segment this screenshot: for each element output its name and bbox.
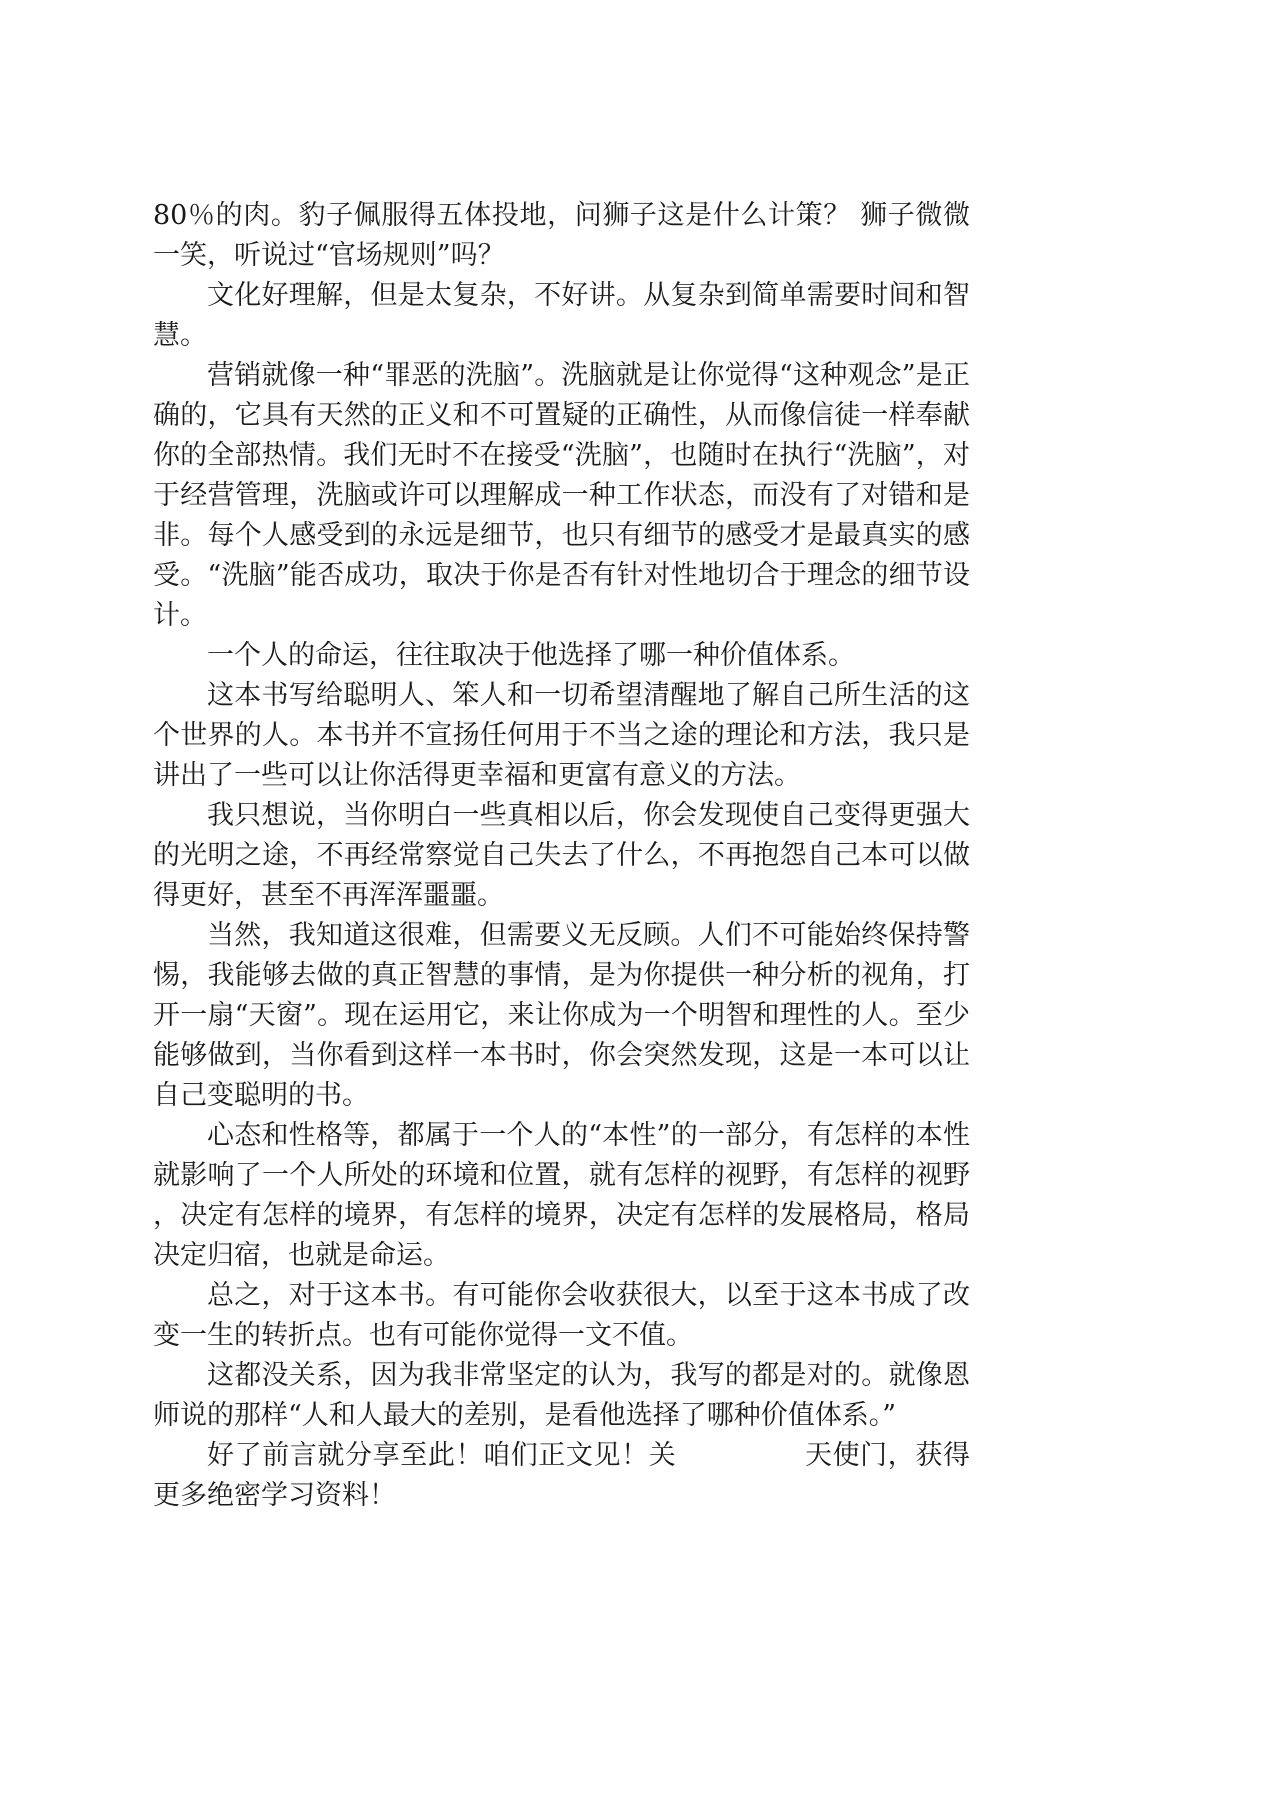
paragraph-2: 文化好理解，但是太复杂，不好讲。从复杂到简单需要时间和智慧。 xyxy=(153,280,970,351)
body-text xyxy=(153,196,970,1516)
paragraph-6: 我只想说，当你明白一些真相以后，你会发现使自己变得更强大的光明之途，不再经常察觉自己失去了什么，不再抱怨自己本可以做得更好，甚至不再浑浑噩噩。 xyxy=(153,800,970,911)
final-text-before-gap: 好了前言就分享至此！咱们正文见！关 xyxy=(207,1440,677,1471)
paragraph-9: 总之，对于这本书。有可能你会收获很大，以至于这本书成了改变一生的转折点。也有可能你觉得一文不值。 xyxy=(153,1280,970,1351)
paragraph-1: 80％的肉。豹子佩服得五体投地，问狮子这是什么计策？ 狮子微微一笑，听说过“官场规则”吗？ xyxy=(153,200,970,271)
paragraph-final xyxy=(153,1436,970,1516)
paragraph-4: 一个人的命运，往往取决于他选择了哪一种价值体系。 xyxy=(207,640,855,671)
paragraph-10: 这都没关系，因为我非常坚定的认为，我写的都是对的。就像恩师说的那样“人和人最大的差别，是看他选择了哪种价值体系。” xyxy=(153,1360,970,1431)
paragraph-3: 营销就像一种“罪恶的洗脑”。洗脑就是让你觉得“这种观念”是正确的，它具有天然的正义和不可置疑的正确性，从而像信徒一样奉献你的全部热情。我们无时不在接受“洗脑”，也随时在执行“洗脑”，对于经营管理，洗脑或许可以理解成一种工作状态，而没有了对错和是非。每个人感受到的永远是细节，也只有细节的感受才是最真实的感受。“洗脑”能否成功，取决于你是否有针对性地切合于理念的细节设计。 xyxy=(153,360,970,631)
final-text-after-gap: 天使门，获得更多绝密学习资料！ xyxy=(153,1440,971,1511)
paragraph-5: 这本书写给聪明人、笨人和一切希望清醒地了解自己所生活的这个世界的人。本书并不宣扬任何用于不当之途的理论和方法，我只是讲出了一些可以让你活得更幸福和更富有意义的方法。 xyxy=(153,680,970,791)
paragraph-7: 当然，我知道这很难，但需要义无反顾。人们不可能始终保持警惕，我能够去做的真正智慧的事情，是为你提供一种分析的视角，打开一扇“天窗”。现在运用它，来让你成为一个明智和理性的人。至少能够做到，当你看到这样一本书时，你会突然发现，这是一本可以让自己变聪明的书。 xyxy=(153,920,970,1111)
paragraph-8: 心态和性格等，都属于一个人的“本性”的一部分，有怎样的本性就影响了一个人所处的环境和位置，就有怎样的视野，有怎样的视野，决定有怎样的境界，有怎样的境界，决定有怎样的发展格局，格局决定归宿，也就是命运。 xyxy=(153,1120,970,1271)
